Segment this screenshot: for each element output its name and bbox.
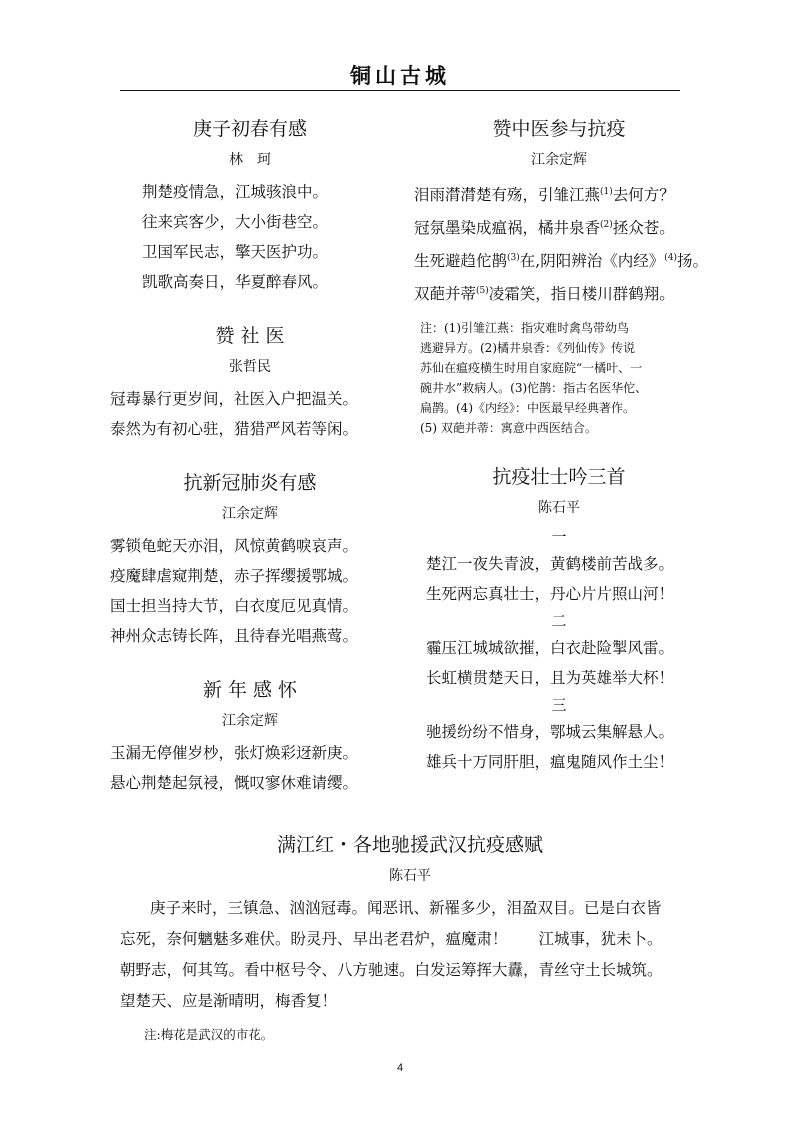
bottom-poem (120, 820, 700, 1043)
footnote-marker: (4) (664, 253, 677, 264)
line-text: 生死避趋佗鹊 (414, 252, 508, 271)
poem-author: 江余定辉 (531, 152, 587, 168)
footnote-marker: (2) (600, 220, 613, 231)
poem-line: 疫魔肆虐窥荆楚，赤子挥缨援鄂城。 (110, 567, 359, 585)
poem-title: 庚子初春有感 (192, 118, 307, 140)
poem-line: 长虹横贯楚天日，且为英雄举大杯！ (426, 668, 675, 687)
poem (414, 462, 704, 777)
footnote-marker: (5) (476, 286, 489, 297)
poem-title: 抗新冠肺炎有感 (183, 472, 317, 494)
header-rule (120, 90, 680, 91)
poem-line: 冠毒暴行更岁间，社医入户把温关。 (110, 390, 359, 408)
poem-line: 驰援纷纷不惜身，鄂城云集解悬人。 (426, 722, 675, 741)
left-column (110, 104, 390, 822)
footnote-marker: (3) (507, 253, 520, 264)
poem-line: 神州众志铸长阵，且待春光唱燕莺。 (110, 627, 359, 645)
poem (110, 468, 390, 651)
poem (110, 321, 390, 444)
poem-line: 雾锁龟蛇天亦泪，风惊黄鹤唳哀声。 (110, 537, 359, 555)
poem (110, 675, 390, 798)
poem-notes (414, 318, 704, 438)
poem-author: 林 珂 (229, 152, 271, 168)
line-text: 扬。 (676, 252, 708, 271)
poem-author: 张哲民 (229, 359, 271, 375)
line-text: 去何方？ (612, 186, 675, 205)
poem-line (414, 243, 708, 276)
poem-line: 生死两忘真壮士，丹心片片照山河！ (426, 584, 675, 603)
poem-line: 荆楚疫情急，江城骇浪中。 (142, 183, 329, 201)
line-text: 拯众苍。 (612, 219, 675, 238)
poem-author: 江余定辉 (222, 506, 278, 522)
note-line: 注：(1)引雏江燕：指灾难时禽鸟带幼鸟 (420, 320, 629, 335)
line-text: 在,阴阳辨治《内经》 (519, 252, 665, 271)
right-column (414, 104, 708, 801)
poem-title: 赞 社 医 (215, 325, 285, 347)
note-line: 逃避异方。(2)橘井泉香：《列仙传》传说 (420, 340, 635, 355)
poem-title: 抗疫壮士吟三首 (492, 465, 626, 488)
running-header-title: 铜山古城 (350, 63, 450, 88)
poem-line: 国士担当持大节，白衣度厄见真情。 (110, 597, 359, 615)
note-line: 扁鹊。(4)《内经》：中医最早经典著作。 (420, 400, 635, 415)
line-text: 双葩并蒂 (414, 285, 477, 304)
part-number: 三 (551, 695, 567, 714)
poem-note: 注:梅花是武汉的市花。 (144, 1027, 274, 1042)
poem-author: 陈石平 (389, 868, 431, 884)
poem-line (414, 210, 704, 243)
poem-line: 凯歌高奏日，华夏醉春风。 (142, 273, 329, 291)
poem-line: 往来宾客少，大小街巷空。 (142, 213, 329, 231)
note-line: 苏仙在瘟疫横生时用自家庭院“一橘叶、一 (420, 360, 643, 375)
poem-line: 霾压江城城欲摧，白衣赴险掣风雷。 (426, 638, 675, 657)
poem-line: 望楚天、应是渐晴明，梅香复！ (120, 992, 338, 1010)
poem-line: 楚江一夜失青波，黄鹤楼前苦战多。 (426, 554, 675, 573)
page-number: 4 (396, 1062, 404, 1074)
poem-author: 江余定辉 (222, 713, 278, 729)
poem-line: 忘死，奈何魑魅多难伏。盼灵丹、早出老君炉，瘟魔肃！ 江城事，犹未卜。 (120, 930, 663, 948)
line-text: 凌霜笑，指日楼川群鹤翔。 (488, 285, 675, 304)
poem-line: 雄兵十万同肝胆，瘟鬼随风作土尘！ (426, 752, 675, 771)
poem-line: 卫国军民志，擎天医护功。 (142, 243, 329, 261)
poem-title: 赞中医参与抗疫 (492, 118, 626, 140)
poem (414, 114, 708, 438)
note-line: (5) 双葩并蒂：寓意中西医结合。 (420, 420, 597, 435)
line-text: 泪雨潸潸楚有殇，引雏江燕 (414, 186, 601, 205)
poem-title: 满江红・各地驰援武汉抗疫感赋 (276, 834, 543, 856)
poem-line (414, 276, 704, 309)
poem-line: 玉漏无停催岁杪，张灯焕彩迓新庚。 (110, 744, 359, 762)
footnote-marker: (1) (600, 187, 613, 197)
poem-line (414, 177, 704, 210)
poem-line: 悬心荆楚起氛祲，慨叹寥休难请缨。 (110, 774, 359, 792)
poem-line: 庚子来时，三镇急、汹汹冠毒。闻恶讯、新罹多少，泪盈双目。已是白衣皆 (150, 899, 662, 917)
poem-line: 泰然为有初心驻，猎猎严风若等闲。 (110, 420, 359, 438)
poem-line: 朝野志，何其笃。看中枢号令、八方驰速。白发运筹挥大纛，青丝守土长城筑。 (120, 961, 663, 979)
poem-title: 新 年 感 怀 (202, 679, 298, 701)
part-number: 一 (551, 527, 567, 546)
part-number: 二 (551, 611, 567, 630)
poem (110, 114, 390, 297)
poem-author: 陈石平 (538, 499, 580, 516)
note-line: 碗井水”救病人。(3)佗鹊：指古名医华佗、 (420, 380, 648, 395)
line-text: 冠氛墨染成瘟祸，橘井泉香 (414, 219, 601, 238)
